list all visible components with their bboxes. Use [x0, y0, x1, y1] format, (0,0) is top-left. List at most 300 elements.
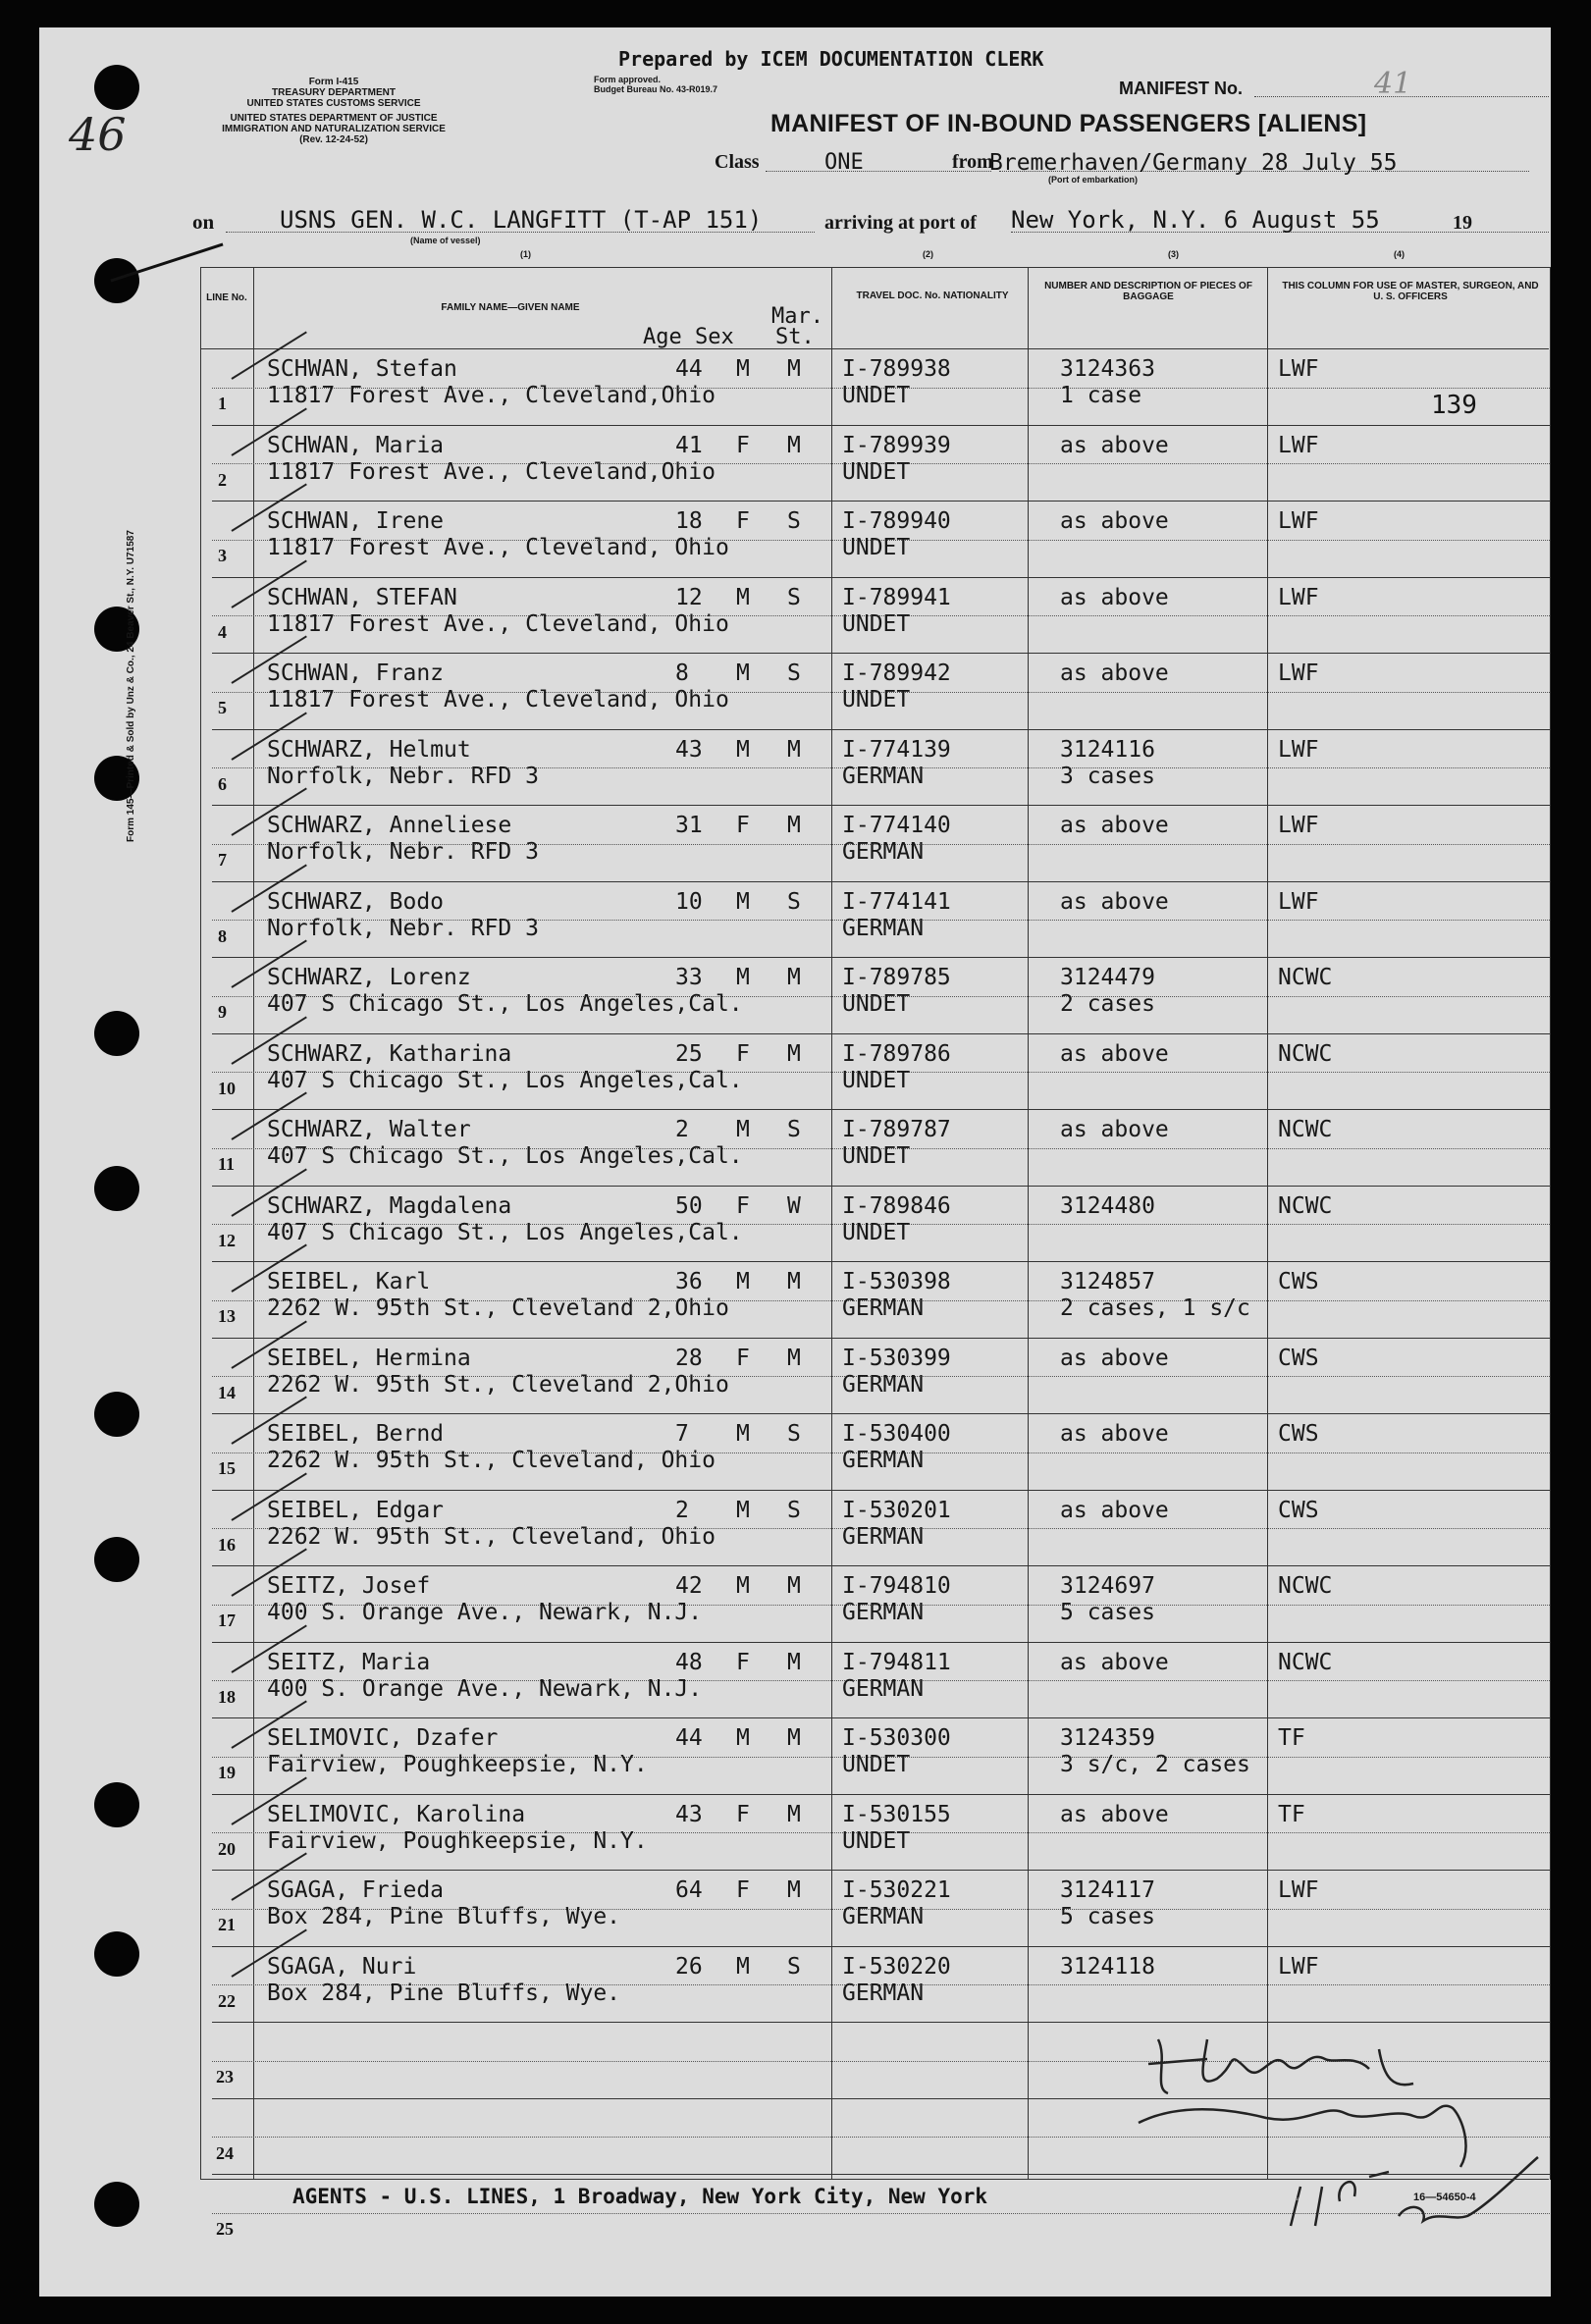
header-divider — [200, 348, 1549, 349]
row-divider — [212, 805, 1550, 806]
line-number: 25 — [216, 2219, 234, 2239]
from-label: from — [952, 151, 993, 173]
marital-status: M — [787, 965, 801, 990]
baggage-number: 3124479 — [1060, 965, 1155, 990]
line-number: 14 — [218, 1382, 236, 1402]
punch-hole — [94, 2182, 139, 2227]
passenger-address: 11817 Forest Ave., Cleveland, Ohio — [267, 610, 729, 637]
marital-status: M — [787, 736, 801, 763]
travel-doc-number: I-774141 — [842, 888, 951, 915]
form-approved-line: Form approved. — [594, 75, 662, 84]
punch-hole — [94, 1392, 139, 1437]
passenger-sex: F — [736, 813, 750, 838]
agency-code: NCWC — [1278, 1649, 1333, 1675]
passenger-sex: F — [736, 1649, 750, 1675]
passenger-age: 64 — [675, 1877, 703, 1903]
class-label: Class — [715, 151, 760, 173]
baggage-number: as above — [1060, 1040, 1169, 1067]
baggage-number: 3124480 — [1060, 1192, 1155, 1219]
header-st: St. — [775, 325, 815, 349]
header-mar: Mar. — [771, 304, 823, 329]
corner-number: 46 — [69, 108, 127, 161]
form-approved — [594, 75, 717, 94]
customs-service: UNITED STATES CUSTOMS SERVICE — [246, 98, 421, 109]
row-divider — [212, 1946, 1550, 1947]
agency-code: LWF — [1278, 432, 1319, 458]
row-divider — [212, 425, 1550, 426]
nationality: GERMAN — [842, 1600, 925, 1625]
passenger-name: SCHWAN, Maria — [267, 432, 445, 458]
agency-code: LWF — [1278, 736, 1319, 763]
passenger-sex: M — [736, 1497, 750, 1523]
nationality: UNDET — [842, 687, 911, 713]
passenger-sex: M — [736, 888, 750, 915]
passenger-sex: M — [736, 356, 750, 382]
line-number: 4 — [218, 621, 227, 642]
punch-hole — [94, 1537, 139, 1582]
nationality: UNDET — [842, 1067, 911, 1093]
marital-status: M — [787, 432, 801, 458]
page-number: 139 — [1431, 391, 1477, 420]
line-number: 3 — [218, 546, 227, 565]
baggage-number: as above — [1060, 1801, 1169, 1827]
marital-status: W — [787, 1192, 801, 1219]
passenger-age: 42 — [675, 1573, 703, 1599]
baggage-number: as above — [1060, 584, 1169, 610]
handwritten-time: 11 40 am — [1296, 2196, 1312, 2201]
baggage-number: as above — [1060, 660, 1169, 686]
nationality: UNDET — [842, 991, 911, 1017]
nationality: GERMAN — [842, 1980, 925, 2006]
nationality: GERMAN — [842, 763, 925, 789]
manifest-title: MANIFEST OF IN-BOUND PASSENGERS [ALIENS] — [770, 110, 1367, 137]
nationality: GERMAN — [842, 1295, 925, 1321]
passenger-sex: F — [736, 1801, 750, 1827]
nationality: GERMAN — [842, 1523, 925, 1550]
baggage-number: as above — [1060, 1649, 1169, 1675]
passenger-name: SEIBEL, Bernd — [267, 1421, 445, 1447]
embarkation-port: Bremerhaven/Germany 28 July 55 — [989, 150, 1398, 176]
passenger-age: 33 — [675, 965, 703, 990]
passenger-sex: F — [736, 1345, 750, 1371]
marital-status: S — [787, 508, 801, 534]
passenger-address: Norfolk, Nebr. RFD 3 — [267, 763, 539, 789]
ins-service: IMMIGRATION AND NATURALIZATION SERVICE — [222, 124, 446, 134]
travel-doc-number: I-789787 — [842, 1117, 951, 1142]
passenger-age: 2 — [675, 1117, 689, 1142]
baggage-number: as above — [1060, 888, 1169, 915]
passenger-name: SCHWAN, Stefan — [267, 356, 457, 382]
manifest-sheet — [39, 27, 1551, 2297]
manifest-no: 41 — [1374, 67, 1412, 101]
passenger-age: 43 — [675, 736, 703, 763]
passenger-address: 11817 Forest Ave., Cleveland, Ohio — [267, 535, 729, 560]
row-divider — [212, 577, 1550, 578]
passenger-age: 28 — [675, 1345, 703, 1371]
nationality: UNDET — [842, 610, 911, 637]
handwritten-time-stroke — [1281, 2128, 1546, 2245]
passenger-sex: M — [736, 660, 750, 686]
passenger-name: SGAGA, Frieda — [267, 1877, 445, 1903]
nationality: UNDET — [842, 1827, 911, 1854]
passenger-name: SCHWARZ, Magdalena — [267, 1192, 512, 1219]
agency-code: NCWC — [1278, 965, 1333, 990]
header-baggage: NUMBER AND DESCRIPTION OF PIECES OF BAGGAGE — [1044, 281, 1252, 302]
passenger-age: 48 — [675, 1649, 703, 1675]
row-divider — [212, 1717, 1550, 1718]
row-divider — [212, 1186, 1550, 1187]
line-number: 11 — [218, 1154, 236, 1174]
nationality: GERMAN — [842, 1904, 925, 1929]
marital-status: M — [787, 1573, 801, 1599]
baggage-description: 1 case — [1060, 383, 1142, 408]
passenger-name: SCHWARZ, Helmut — [267, 736, 471, 763]
travel-doc-number: I-530300 — [842, 1725, 951, 1751]
class-value: ONE — [824, 150, 864, 175]
passenger-address: Fairview, Poughkeepsie, N.Y. — [267, 1827, 648, 1854]
marital-status: M — [787, 1649, 801, 1675]
form-block — [186, 77, 481, 145]
manifest-no-label: MANIFEST No. — [1119, 79, 1243, 98]
passenger-address: Norfolk, Nebr. RFD 3 — [267, 915, 539, 941]
passenger-age: 26 — [675, 1953, 703, 1980]
passenger-sex: M — [736, 736, 750, 763]
line-number: 22 — [218, 1990, 236, 2011]
row-divider — [212, 1033, 1550, 1034]
baggage-number: 3124117 — [1060, 1877, 1155, 1903]
agency-code: NCWC — [1278, 1117, 1333, 1142]
passenger-name: SCHWARZ, Anneliese — [267, 813, 512, 838]
nationality: UNDET — [842, 1752, 911, 1777]
passenger-address: 2262 W. 95th St., Cleveland, Ohio — [267, 1448, 716, 1473]
passenger-name: SCHWARZ, Lorenz — [267, 965, 471, 990]
travel-doc-number: I-789785 — [842, 965, 951, 990]
punch-hole — [94, 1011, 139, 1056]
baggage-description: 2 cases — [1060, 991, 1155, 1017]
passenger-sex: F — [736, 432, 750, 458]
passenger-address: 2262 W. 95th St., Cleveland 2,Ohio — [267, 1371, 729, 1398]
passenger-sex: F — [736, 1877, 750, 1903]
passenger-address: 407 S Chicago St., Los Angeles,Cal. — [267, 991, 743, 1017]
passenger-name: SELIMOVIC, Karolina — [267, 1801, 526, 1827]
header-officers: THIS COLUMN FOR USE OF MASTER, SURGEON, AND U. S. OFFICERS — [1282, 281, 1539, 302]
agency-code: CWS — [1278, 1421, 1319, 1447]
punch-hole — [94, 1782, 139, 1827]
marital-status: M — [787, 1269, 801, 1294]
row-divider — [212, 501, 1550, 502]
passenger-name: SCHWAN, Franz — [267, 660, 445, 686]
row-divider — [212, 1338, 1550, 1339]
passenger-name: SELIMOVIC, Dzafer — [267, 1725, 499, 1751]
col-divider — [831, 267, 832, 2179]
row-divider — [212, 1413, 1550, 1414]
baggage-description: 2 cases, 1 s/c — [1060, 1295, 1250, 1321]
nationality: GERMAN — [842, 1675, 925, 1702]
passenger-age: 50 — [675, 1192, 703, 1219]
baggage-number: as above — [1060, 508, 1169, 534]
line-number: 7 — [218, 850, 227, 870]
marital-status: S — [787, 1497, 801, 1523]
passenger-address: 400 S. Orange Ave., Newark, N.J. — [267, 1600, 703, 1625]
baggage-description: 5 cases — [1060, 1600, 1155, 1625]
passenger-age: 25 — [675, 1040, 703, 1067]
travel-doc-number: I-789938 — [842, 356, 951, 382]
passenger-age: 12 — [675, 584, 703, 610]
passenger-address: Fairview, Poughkeepsie, N.Y. — [267, 1752, 648, 1777]
travel-doc-number: I-774139 — [842, 736, 951, 763]
agency-code: TF — [1278, 1725, 1305, 1751]
arriving-label: arriving at port of — [824, 212, 977, 234]
passenger-age: 41 — [675, 432, 703, 458]
passenger-sex: M — [736, 1117, 750, 1142]
marital-status: M — [787, 813, 801, 838]
passenger-age: 10 — [675, 888, 703, 915]
passenger-address: 11817 Forest Ave., Cleveland,Ohio — [267, 383, 716, 408]
line-number: 24 — [216, 2142, 234, 2163]
marital-status: S — [787, 1953, 801, 1980]
marital-status: M — [787, 1345, 801, 1371]
passenger-address: 400 S. Orange Ave., Newark, N.J. — [267, 1675, 703, 1702]
baggage-number: as above — [1060, 432, 1169, 458]
revision: (Rev. 12-24-52) — [299, 134, 368, 145]
travel-doc-number: I-774140 — [842, 813, 951, 838]
col-num-4: (4) — [1394, 249, 1405, 259]
footer-rule — [200, 2179, 1549, 2180]
marital-status: S — [787, 584, 801, 610]
col-divider — [1267, 267, 1268, 2179]
nationality: UNDET — [842, 1143, 911, 1169]
travel-doc-number: I-530201 — [842, 1497, 951, 1523]
header-travel-doc: TRAVEL DOC. No. NATIONALITY — [856, 290, 1009, 301]
line-number: 1 — [218, 394, 227, 413]
row-divider — [212, 1642, 1550, 1643]
nationality: UNDET — [842, 1219, 911, 1245]
travel-doc-number: I-530398 — [842, 1269, 951, 1294]
passenger-age: 2 — [675, 1497, 689, 1523]
col-divider — [1028, 267, 1029, 2179]
agency-code: LWF — [1278, 508, 1319, 534]
footer-agents: AGENTS - U.S. LINES, 1 Broadway, New York City, New York — [292, 2185, 988, 2208]
agency-code: NCWC — [1278, 1573, 1333, 1599]
agency-code: CWS — [1278, 1497, 1319, 1523]
baggage-number: as above — [1060, 1345, 1169, 1371]
travel-doc-number: I-530399 — [842, 1345, 951, 1371]
passenger-name: SCHWARZ, Walter — [267, 1117, 471, 1142]
passenger-age: 43 — [675, 1801, 703, 1827]
passenger-sex: F — [736, 508, 750, 534]
row-divider — [212, 729, 1550, 730]
line-number: 10 — [218, 1078, 236, 1098]
line-number: 5 — [218, 698, 227, 717]
baggage-number: 3124116 — [1060, 736, 1155, 763]
vessel-caption: (Name of vessel) — [410, 236, 481, 245]
line-number: 17 — [218, 1611, 236, 1630]
agency-code: LWF — [1278, 888, 1319, 915]
passenger-address: 11817 Forest Ave., Cleveland, Ohio — [267, 687, 729, 713]
baggage-description: 3 cases — [1060, 763, 1155, 789]
passenger-sex: M — [736, 1953, 750, 1980]
nationality: GERMAN — [842, 1371, 925, 1398]
baggage-number: as above — [1060, 1117, 1169, 1142]
line-number: 21 — [218, 1915, 236, 1934]
baggage-number: 3124857 — [1060, 1269, 1155, 1294]
punch-hole — [94, 1166, 139, 1211]
marital-status: S — [787, 1421, 801, 1447]
passenger-age: 18 — [675, 508, 703, 534]
travel-doc-number: I-530220 — [842, 1953, 951, 1980]
passenger-name: SEITZ, Maria — [267, 1649, 431, 1675]
row-divider — [212, 957, 1550, 958]
passenger-name: SEIBEL, Karl — [267, 1269, 431, 1294]
line-number: 18 — [218, 1686, 236, 1707]
agency-code: NCWC — [1278, 1192, 1333, 1219]
passenger-address: 2262 W. 95th St., Cleveland, Ohio — [267, 1523, 716, 1550]
row-divider — [212, 1870, 1550, 1871]
justice-dept: UNITED STATES DEPARTMENT OF JUSTICE — [230, 113, 438, 124]
baggage-description: 5 cases — [1060, 1904, 1155, 1929]
footer-code: 16—54650-4 — [1413, 2192, 1476, 2203]
year-suffix: 19 — [1453, 212, 1472, 234]
passenger-age: 44 — [675, 356, 703, 382]
passenger-name: SEIBEL, Hermina — [267, 1345, 471, 1371]
row-divider — [212, 1261, 1550, 1262]
row-divider — [212, 1565, 1550, 1566]
travel-doc-number: I-530155 — [842, 1801, 951, 1827]
agency-code: CWS — [1278, 1269, 1319, 1294]
agency-code: LWF — [1278, 813, 1319, 838]
agency-code: LWF — [1278, 1953, 1319, 1980]
on-label: on — [192, 210, 215, 234]
passenger-address: 407 S Chicago St., Los Angeles,Cal. — [267, 1067, 743, 1093]
col-num-1: (1) — [520, 249, 531, 259]
row-divider — [212, 881, 1550, 882]
marital-status: M — [787, 1877, 801, 1903]
side-print-text: Form 145—Printed & Sold by Unz & Co., 24 Beaver St., N.Y. U71587 — [126, 530, 136, 842]
passenger-age: 44 — [675, 1725, 703, 1751]
passenger-address: Norfolk, Nebr. RFD 3 — [267, 839, 539, 865]
passenger-address: 11817 Forest Ave., Cleveland,Ohio — [267, 458, 716, 485]
baggage-number: as above — [1060, 1497, 1169, 1523]
passenger-age: 36 — [675, 1269, 703, 1294]
baggage-number: 3124697 — [1060, 1573, 1155, 1599]
marital-status: S — [787, 888, 801, 915]
passenger-sex: M — [736, 584, 750, 610]
embarkation-caption: (Port of embarkation) — [1048, 175, 1139, 185]
header-name: FAMILY NAME—GIVEN NAME — [441, 302, 580, 313]
header-line-no: LINE No. — [206, 292, 247, 303]
passenger-name: SCHWAN, Irene — [267, 508, 445, 534]
passenger-sex: M — [736, 1725, 750, 1751]
line-number: 2 — [218, 469, 227, 490]
travel-doc-number: I-530400 — [842, 1421, 951, 1447]
passenger-name: SCHWARZ, Bodo — [267, 888, 445, 915]
punch-hole — [94, 65, 139, 110]
line-number: 6 — [218, 773, 227, 794]
line-number: 13 — [218, 1306, 236, 1326]
passenger-name: SCHWARZ, Katharina — [267, 1040, 512, 1067]
passenger-name: SCHWAN, STEFAN — [267, 584, 457, 610]
baggage-number: 3124359 — [1060, 1725, 1155, 1751]
passenger-name: SEIBEL, Edgar — [267, 1497, 445, 1523]
passenger-sex: M — [736, 1573, 750, 1599]
agency-code: LWF — [1278, 1877, 1319, 1903]
passenger-age: 31 — [675, 813, 703, 838]
nationality: UNDET — [842, 458, 911, 485]
passenger-sex: M — [736, 1269, 750, 1294]
travel-doc-number: I-789786 — [842, 1040, 951, 1067]
line-number: 8 — [218, 925, 227, 946]
marital-status: M — [787, 1725, 801, 1751]
marital-status: S — [787, 660, 801, 686]
line-number: 16 — [218, 1534, 236, 1555]
col-num-2: (2) — [923, 249, 933, 259]
nationality: GERMAN — [842, 915, 925, 941]
travel-doc-number: I-789939 — [842, 432, 951, 458]
marital-status: S — [787, 1117, 801, 1142]
baggage-number: as above — [1060, 1421, 1169, 1447]
passenger-address: 407 S Chicago St., Los Angeles,Cal. — [267, 1219, 743, 1245]
passenger-sex: F — [736, 1040, 750, 1067]
passenger-sex: M — [736, 1421, 750, 1447]
agency-code: LWF — [1278, 660, 1319, 686]
marital-status: M — [787, 1801, 801, 1827]
line-number: 9 — [218, 1002, 227, 1022]
row-divider — [212, 1490, 1550, 1491]
punch-hole — [94, 258, 139, 303]
budget-bureau: Budget Bureau No. 43-R019.7 — [594, 84, 718, 94]
form-number: Form I-415 — [308, 77, 359, 87]
vessel-name: USNS GEN. W.C. LANGFITT (T-AP 151) — [280, 206, 763, 234]
line-number: 23 — [216, 2067, 234, 2086]
col-divider — [253, 267, 254, 2179]
arrival-port: New York, N.Y. 6 August 55 — [1011, 206, 1380, 234]
nationality: GERMAN — [842, 839, 925, 865]
travel-doc-number: I-789941 — [842, 584, 951, 610]
travel-doc-number: I-794811 — [842, 1649, 951, 1675]
row-divider — [212, 653, 1550, 654]
nationality: UNDET — [842, 535, 911, 560]
row-divider — [212, 1109, 1550, 1110]
passenger-address: 2262 W. 95th St., Cleveland 2,Ohio — [267, 1295, 729, 1321]
line-number: 12 — [218, 1230, 236, 1250]
header-age-sex: Age Sex — [643, 325, 734, 349]
marital-status: M — [787, 356, 801, 382]
line-number: 15 — [218, 1458, 236, 1478]
passenger-address: 407 S Chicago St., Los Angeles,Cal. — [267, 1143, 743, 1169]
passenger-age: 8 — [675, 660, 689, 686]
agency-code: LWF — [1278, 356, 1319, 382]
line-number: 20 — [218, 1838, 236, 1859]
travel-doc-number: I-794810 — [842, 1573, 951, 1599]
baggage-number: as above — [1060, 813, 1169, 838]
passenger-address: Box 284, Pine Bluffs, Wye. — [267, 1904, 621, 1929]
col-num-3: (3) — [1168, 249, 1179, 259]
travel-doc-number: I-789940 — [842, 508, 951, 534]
marital-status: M — [787, 1040, 801, 1067]
baggage-description: 3 s/c, 2 cases — [1060, 1752, 1250, 1777]
line-number: 19 — [218, 1763, 236, 1782]
travel-doc-number: I-789846 — [842, 1192, 951, 1219]
passenger-sex: F — [736, 1192, 750, 1219]
baggage-number: 3124118 — [1060, 1953, 1155, 1980]
nationality: GERMAN — [842, 1448, 925, 1473]
passenger-name: SEITZ, Josef — [267, 1573, 431, 1599]
agency-code: CWS — [1278, 1345, 1319, 1371]
baggage-number: 3124363 — [1060, 356, 1155, 382]
passenger-address: Box 284, Pine Bluffs, Wye. — [267, 1980, 621, 2006]
row-divider — [212, 1794, 1550, 1795]
prepared-by: Prepared by ICEM DOCUMENTATION CLERK — [618, 47, 1044, 71]
